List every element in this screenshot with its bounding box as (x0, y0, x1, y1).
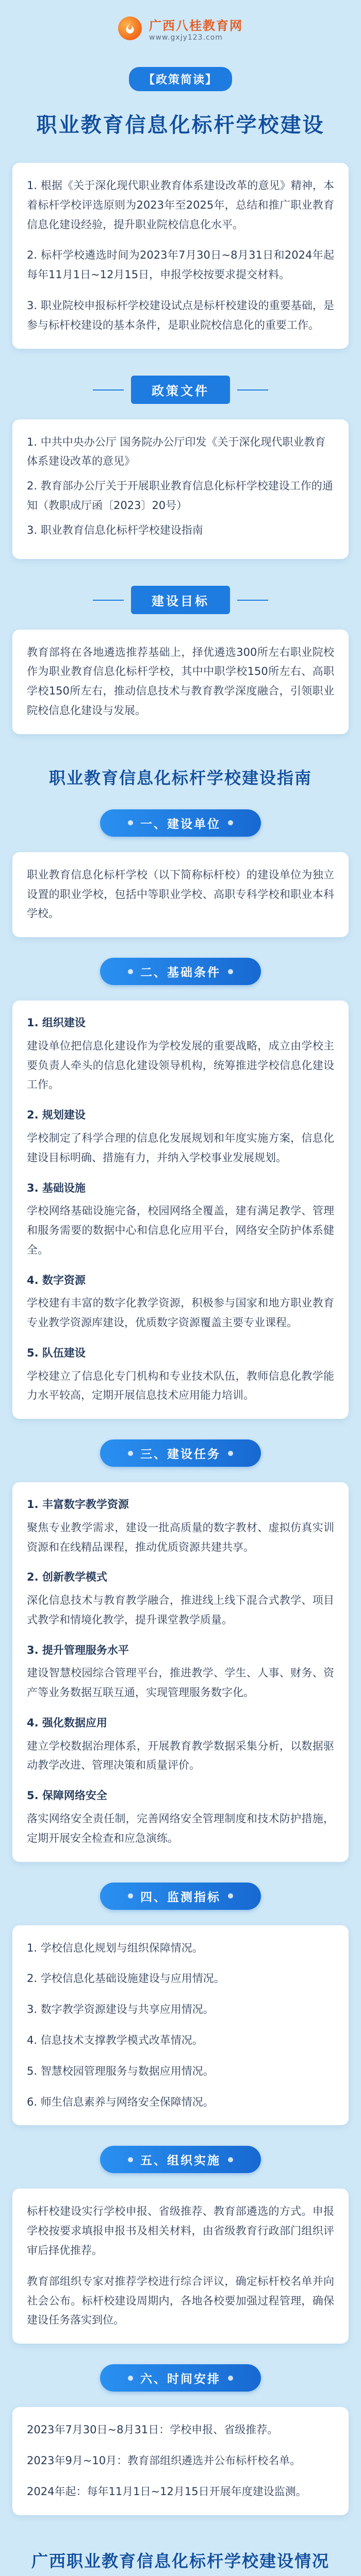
policy-doc-item[interactable]: 3. 职业教育信息化标杆学校建设指南 (27, 523, 203, 536)
item-text: 学校网络基础设施完备，校园网络全覆盖，建有满足教学、管理和服务需要的数据中心和信息化应用平台，网络安全防护体系健全。 (27, 1205, 334, 1256)
schedule-item: 2024年起：每年11月1日~12月15日开展年度建设监测。 (27, 2485, 307, 2498)
section-item (27, 1568, 334, 1630)
dot-icon (128, 2157, 133, 2162)
section-item (27, 1641, 334, 1703)
item-title: 4. 强化数据应用 (27, 1716, 107, 1729)
schedule-item: 2023年7月30日~8月31日：学校申报、省级推荐。 (27, 2424, 278, 2436)
dot-icon (128, 1451, 133, 1456)
section-item (27, 1179, 334, 1260)
indicator-item: 2. 学校信息化基础设施建设与应用情况。 (27, 1972, 225, 1985)
intro-card (12, 163, 349, 349)
section-heading-pill (100, 2364, 261, 2392)
dot-icon (228, 820, 233, 825)
item-title: 1. 组织建设 (27, 1016, 86, 1029)
section-item (27, 1344, 334, 1405)
item-title: 4. 数字资源 (27, 1274, 86, 1286)
indicator-item: 3. 数字教学资源建设与共享应用情况。 (27, 2003, 214, 2016)
indicator-item: 6. 师生信息素养与网络安全保障情况。 (27, 2095, 214, 2108)
guangxi-section-title: 广西职业教育信息化标杆学校建设情况 (31, 2551, 330, 2571)
section-card (12, 1925, 349, 2126)
intro-paragraph: 2. 标杆学校遴选时间为2023年7月30日~8月31日和2024年起每年11月1日~12月15日，申报学校按要求提交材料。 (27, 249, 334, 281)
section-item (27, 1272, 334, 1333)
section-heading: 二、基础条件 (140, 966, 221, 980)
section-card (12, 2407, 349, 2515)
flame-logo-icon (118, 16, 142, 40)
item-text: 建设智慧校园综合管理平台，推进教学、学生、人事、财务、资产等业务数据互联互通，实现管理服务数字化。 (27, 1667, 334, 1699)
dot-icon (128, 820, 133, 825)
dot-icon (228, 1451, 233, 1456)
item-title: 2. 创新教学模式 (27, 1571, 107, 1584)
section-item (27, 1787, 334, 1848)
item-text: 聚焦专业教学需求，建设一批高质量的数字教材、虚拟仿真实训资源和在线精品课程，推动优质资源共建共享。 (27, 1521, 334, 1553)
section-item (27, 1496, 334, 1557)
section-head (12, 2364, 349, 2392)
build-goal-text: 教育部将在各地遴选推荐基础上，择优遴选300所左右职业院校作为职业教育信息化标杆学校，其中中职学校150所左右、高职学校150所左右，推动信息技术与教育教学深度融合，引领职业院校信息化建设与发展。 (27, 646, 334, 717)
dot-icon (128, 969, 133, 974)
policy-docs-head (12, 376, 349, 404)
build-goal-card (12, 630, 349, 734)
item-title: 3. 基础设施 (27, 1181, 86, 1194)
section-head (12, 1883, 349, 1910)
section-head (12, 2146, 349, 2173)
policy-doc-item[interactable]: 1. 中共中央办公厅 国务院办公厅印发《关于深化现代职业教育体系建设改革的意见》 (27, 435, 326, 468)
section-heading-pill (100, 2146, 261, 2173)
section-heading: 四、监测指标 (140, 1890, 221, 1904)
item-title: 1. 丰富数字教学资源 (27, 1498, 129, 1511)
schedule-item: 2023年9月~10月：教育部组织遴选并公布标杆校名单。 (27, 2454, 301, 2467)
item-text: 学校建立了信息化专门机构和专业技术队伍，教师信息化教学能力水平较高，定期开展信息技术应用能力培训。 (27, 1369, 334, 1402)
dot-icon (128, 1893, 133, 1899)
section-head (12, 958, 349, 985)
item-text: 学校建有丰富的数字化教学资源，积极参与国家和地方职业教育专业教学资源库建设，优质数字资源覆盖主要专业课程。 (27, 1297, 334, 1329)
section-card (12, 852, 349, 937)
intro-paragraph: 3. 职业院校申报标杆学校建设试点是标杆校建设的重要基础，是参与标杆校建设的基本条件，是职业院校信息化的重要工作。 (27, 299, 334, 331)
site-url: www.gxjy123.com (149, 33, 223, 42)
section-paragraph: 标杆校建设实行学校申报、省级推荐、教育部遴选的方式。申报学校按要求填报申报书及相关材料，由省级教育行政部门组织评审后择优推荐。 (27, 2205, 334, 2257)
dot-icon (228, 969, 233, 974)
item-title: 5. 保障网络安全 (27, 1789, 107, 1802)
item-text: 建立学校数据治理体系，开展教育教学数据采集分析，以数据驱动教学改进、管理决策和质量评价。 (27, 1739, 334, 1772)
policy-doc-item[interactable]: 2. 教育部办公厅关于开展职业教育信息化标杆学校建设工作的通知（教职成厅函〔2023〕20号） (27, 480, 333, 512)
policy-docs-heading: 政策文件 (131, 376, 230, 404)
dot-icon (128, 2376, 133, 2381)
section-card (12, 1482, 349, 1861)
site-brand: 广西八桂教育网 (149, 18, 243, 33)
indicator-item: 5. 智慧校园管理服务与数据应用情况。 (27, 2064, 214, 2077)
build-goal-head (12, 586, 349, 614)
dot-icon (228, 1893, 233, 1899)
item-text: 落实网络安全责任制，完善网络安全管理制度和技术防护措施，定期开展安全检查和应急演练。 (27, 1812, 334, 1844)
item-title: 2. 规划建设 (27, 1109, 86, 1122)
section-heading-pill (100, 809, 261, 837)
section-item (27, 1106, 334, 1167)
policy-tag: 【政策简读】 (129, 67, 232, 91)
section-item (27, 1014, 334, 1095)
policy-docs-card (12, 419, 349, 559)
section-heading: 一、建设单位 (140, 817, 221, 831)
indicator-item: 1. 学校信息化规划与组织保障情况。 (27, 1941, 203, 1954)
intro-paragraph: 1. 根据《关于深化现代职业教育体系建设改革的意见》精神，本着标杆学校评选原则为2023年至2025年，总结和推广职业教育信息化建设经验，提升职业院校信息化水平。 (27, 179, 334, 231)
section-head (12, 1439, 349, 1467)
hero (12, 67, 349, 138)
section-heading-pill (100, 1883, 261, 1910)
section-item (27, 1714, 334, 1775)
page-title: 职业教育信息化标杆学校建设 (36, 113, 325, 137)
dot-icon (228, 2376, 233, 2381)
section-heading: 六、时间安排 (140, 2372, 221, 2386)
section-card (12, 1001, 349, 1419)
section-heading-pill (100, 958, 261, 985)
indicator-item: 4. 信息技术支撑教学模式改革情况。 (27, 2033, 203, 2046)
item-text: 学校制定了科学合理的信息化发展规划和年度实施方案，信息化建设目标明确、措施有力，并纳入学校事业发展规划。 (27, 1131, 334, 1164)
section-paragraph: 教育部组织专家对推荐学校进行综合评议，确定标杆校名单并向社会公布。标杆校建设周期内，各地各校要加强过程管理，确保建设任务落实到位。 (27, 2275, 334, 2327)
section-paragraph: 职业教育信息化标杆学校（以下简称标杆校）的建设单位为独立设置的职业学校，包括中等职业学校、高职专科学校和职业本科学校。 (27, 868, 334, 920)
dot-icon (228, 2157, 233, 2162)
section-head (12, 809, 349, 837)
site-header (12, 0, 349, 57)
item-text: 深化信息技术与教育教学融合，推进线上线下混合式教学、项目式教学和情境化教学，提升课堂教学质量。 (27, 1594, 334, 1626)
section-card (12, 2189, 349, 2344)
section-heading-pill (100, 1439, 261, 1467)
site-logo-text[interactable] (149, 15, 243, 42)
item-text: 建设单位把信息化建设作为学校发展的重要战略，成立由学校主要负责人牵头的信息化建设领导机构，统筹推进学校信息化建设工作。 (27, 1039, 334, 1091)
build-goal-heading: 建设目标 (131, 586, 230, 614)
section-heading: 三、建设任务 (140, 1448, 221, 1462)
item-title: 5. 队伍建设 (27, 1346, 86, 1359)
section-heading: 五、组织实施 (140, 2154, 221, 2168)
guide-title: 职业教育信息化标杆学校建设指南 (48, 768, 312, 788)
item-title: 3. 提升管理服务水平 (27, 1643, 129, 1656)
